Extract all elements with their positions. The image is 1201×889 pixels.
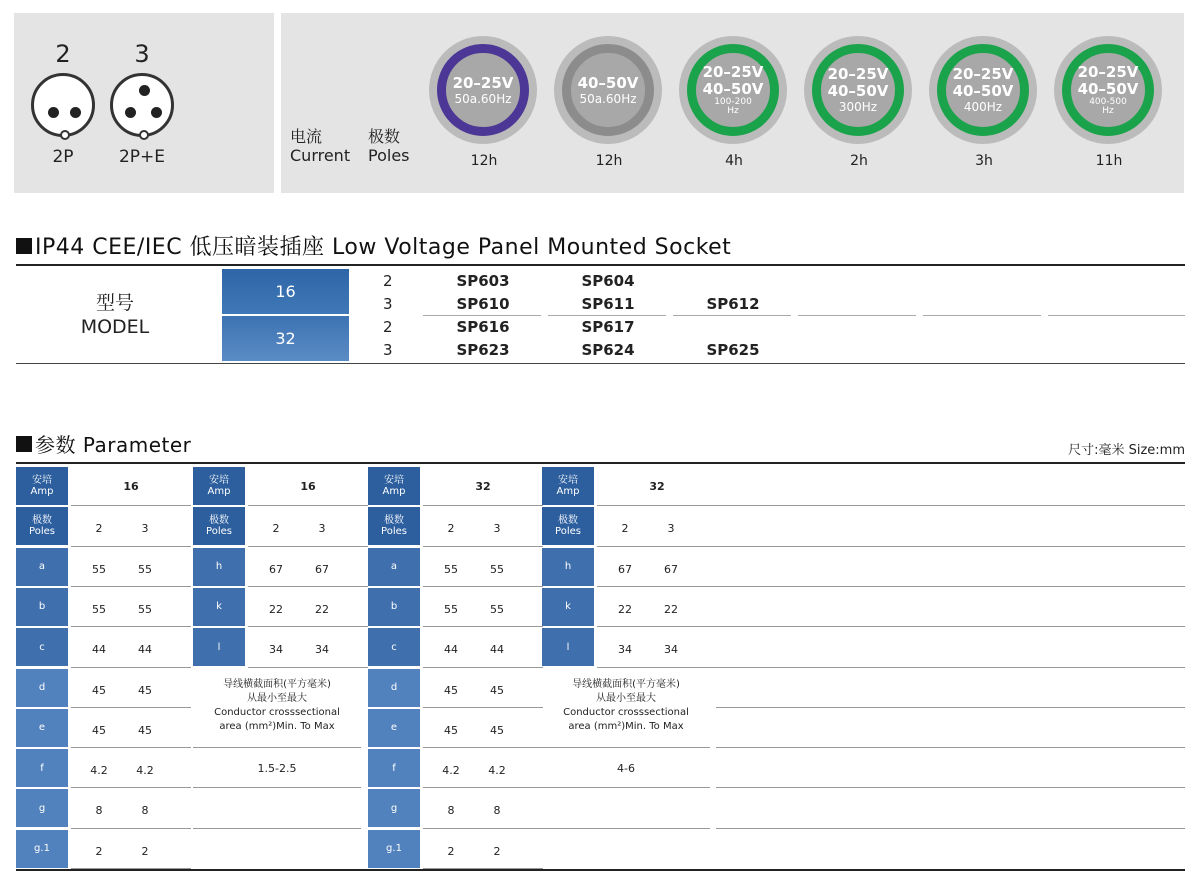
param-value: 55 [490,602,504,616]
ring-voltage: 40–50V [1077,80,1139,98]
param-header-cell: 安培 Amp [193,467,245,505]
ring-face [437,44,529,136]
row-divider [716,546,1185,547]
ring-frequency: 50a.60Hz [579,91,637,106]
param-value: 22 [315,602,329,616]
row-divider [716,505,1185,506]
param-value: 55 [92,562,106,576]
voltage-ring [1054,36,1164,169]
ring-frequency: 100-200 [714,97,752,107]
ring-frequency: 300Hz [838,100,878,114]
row-divider [423,546,543,547]
row-divider [716,828,1185,829]
ring-hours: 4h [725,153,743,169]
voltage-ring-panel [281,13,1184,193]
param-value: 55 [444,602,458,616]
divider [16,869,1185,871]
conductor-note: 导线横截面积(平方毫米) 从最小至最大 Conductor crosssectional area (mm²)Min. To Max [563,678,689,732]
param-key-cell: b [16,588,68,626]
param-key-cell: e [16,709,68,747]
row-divider [798,315,916,316]
section-title-models [16,230,731,261]
row-divider [71,586,191,587]
model-code: SP625 [706,341,760,359]
param-value: 4.2 [136,764,154,778]
ring-frequency: 50a.60Hz [454,91,512,106]
param-value: 44 [490,643,504,657]
poles-value: 3 [141,522,149,536]
param-value: 55 [490,562,504,576]
ring-hours: 12h [470,153,498,169]
poles-value: 2 [95,522,103,536]
ring-voltage: 40–50V [827,82,889,100]
row-divider [193,828,361,829]
param-value: 2 [447,844,455,858]
row-divider [248,505,368,506]
pin-label: 2P [52,147,74,167]
param-value: 44 [444,643,458,657]
model-code: SP617 [581,318,635,336]
param-value: 34 [618,643,632,657]
square-bullet-icon [16,436,32,452]
row-divider [542,747,710,748]
param-value: 34 [269,643,283,657]
model-code: SP616 [456,318,510,336]
param-key-cell: g.1 [16,830,68,868]
ring-hours: 12h [595,153,623,169]
param-value: 45 [92,683,106,697]
param-value: 45 [138,683,152,697]
param-value: 45 [138,723,152,737]
conductor-range: 1.5-2.5 [257,762,297,776]
model-poles: 3 [383,341,393,359]
param-value: 67 [664,562,678,576]
row-divider [716,707,1185,708]
pin-label: 2P+E [118,147,166,167]
ring-face [812,44,904,136]
row-divider [71,505,191,506]
row-divider [71,626,191,627]
voltage-ring [554,36,664,169]
row-divider [923,315,1041,316]
param-key-cell: k [542,588,594,626]
voltage-ring [929,36,1039,169]
amp-value: 32 [475,480,491,493]
row-divider [71,707,191,708]
param-header-cell: 安培 Amp [368,467,420,505]
square-bullet-icon [16,238,32,254]
row-divider [423,828,543,829]
ring-voltage: 20–25V [952,65,1014,83]
row-divider [542,828,710,829]
amp-value: 16 [123,480,139,493]
param-key-cell: d [368,669,420,707]
ring-voltage: 40–50V [952,82,1014,100]
param-key-cell: l [542,628,594,666]
row-divider [716,787,1185,788]
pin-count: 3 [134,40,150,68]
socket-2p-icon [31,73,95,137]
param-key-cell: a [16,548,68,586]
param-value: 4.2 [442,764,460,778]
param-value: 8 [141,804,149,818]
poles-value: 2 [447,522,455,536]
model-label [70,291,160,339]
poles-value: 2 [272,522,280,536]
param-key-cell: c [368,628,420,666]
param-value: 45 [444,683,458,697]
amp-cell-16: 16 [222,269,349,314]
socket-2p-e-icon [110,73,174,137]
param-key-cell: f [368,749,420,787]
row-divider [597,546,717,547]
ring-hours: 3h [975,153,993,169]
param-key-cell: l [193,628,245,666]
param-value: 45 [490,723,504,737]
param-key-cell: g [368,789,420,827]
model-code: SP610 [456,295,510,313]
param-key-cell: g [16,789,68,827]
param-value: 4.2 [488,764,506,778]
row-divider [248,626,368,627]
conductor-range: 4-6 [617,762,635,776]
row-divider [542,787,710,788]
row-divider [71,747,191,748]
ring-hours: 2h [850,153,868,169]
row-divider [71,787,191,788]
row-divider [423,586,543,587]
poles-label-cn: 极数 [368,127,401,146]
param-header-cell: 极数 Poles [542,507,594,545]
row-divider [248,667,368,668]
param-key-cell: d [16,669,68,707]
param-value: 55 [138,602,152,616]
unit-note: 尺寸:毫米 Size:mm [1068,443,1185,458]
param-header-cell: 极数 Poles [16,507,68,545]
ring-frequency: 400-500 [1089,97,1127,107]
param-value: 44 [92,643,106,657]
row-divider [1048,315,1185,316]
param-header-cell: 极数 Poles [368,507,420,545]
param-value: 55 [138,562,152,576]
param-value: 34 [315,643,329,657]
conductor-note: 导线横截面积(平方毫米) 从最小至最大 Conductor crosssectional area (mm²)Min. To Max [214,678,340,732]
divider [16,363,1185,364]
row-divider [597,626,717,627]
param-key-cell: h [193,548,245,586]
param-value: 67 [618,562,632,576]
row-divider [248,586,368,587]
pin-2p [23,39,103,167]
param-key-cell: e [368,709,420,747]
param-key-cell: b [368,588,420,626]
param-value: 8 [447,804,455,818]
row-divider [71,667,191,668]
ring-frequency-unit: Hz [727,106,739,116]
amp-value: 16 [300,480,316,493]
poles-value: 2 [621,522,629,536]
param-value: 45 [444,723,458,737]
row-divider [423,787,543,788]
section-title-params [16,429,191,458]
param-value: 2 [493,844,501,858]
current-label-en: Current [290,146,351,165]
param-value: 55 [92,602,106,616]
section-title-text: 参数 Parameter [35,433,192,457]
ring-voltage: 20–25V [452,73,514,92]
row-divider [673,315,791,316]
ring-face [1062,44,1154,136]
row-divider [597,505,717,506]
model-code: SP612 [706,295,760,313]
ring-frequency-unit: Hz [1102,106,1114,116]
param-key-cell: g.1 [368,830,420,868]
param-key-cell: c [16,628,68,666]
ring-face [562,44,654,136]
param-value: 2 [95,844,103,858]
ring-voltage: 40–50V [577,73,639,92]
row-divider [423,505,543,506]
poles-value: 3 [667,522,675,536]
param-value: 55 [444,562,458,576]
row-divider [597,586,717,587]
param-key-cell: h [542,548,594,586]
row-divider [193,787,361,788]
model-code: SP604 [581,272,635,290]
row-divider [71,546,191,547]
ring-voltage: 40–50V [702,80,764,98]
param-key-cell: k [193,588,245,626]
param-value: 44 [138,643,152,657]
param-value: 22 [664,602,678,616]
poles-value: 3 [493,522,501,536]
ring-frequency: 400Hz [963,100,1003,114]
param-header-cell: 极数 Poles [193,507,245,545]
row-divider [248,546,368,547]
param-value: 67 [269,562,283,576]
section-title-text: IP44 CEE/IEC 低压暗装插座 Low Voltage Panel Mounted Socket [35,235,732,260]
model-label-en: MODEL [80,316,150,338]
param-value: 34 [664,643,678,657]
ring-hours: 11h [1095,153,1123,169]
pin-count: 2 [55,40,71,68]
row-divider [423,707,543,708]
param-value: 4.2 [90,764,108,778]
divider [16,264,1185,266]
amp-value: 32 [649,480,665,493]
param-value: 2 [141,844,149,858]
param-value: 8 [95,804,103,818]
param-key-cell: a [368,548,420,586]
model-label-cn: 型号 [95,292,134,314]
param-value: 22 [269,602,283,616]
ring-face [937,44,1029,136]
ring-face [687,44,779,136]
ring-voltage: 20–25V [1077,63,1139,81]
param-value: 22 [618,602,632,616]
model-poles: 3 [383,295,393,313]
amp-cell-32: 32 [222,316,349,361]
pin-diagram-panel [14,13,274,193]
param-header-cell: 安培 Amp [16,467,68,505]
divider [16,462,1185,464]
row-divider [193,747,361,748]
param-key-cell: f [16,749,68,787]
param-header-cell: 安培 Amp [542,467,594,505]
row-divider [716,667,1185,668]
row-divider [597,667,717,668]
row-divider [423,667,543,668]
row-divider [716,586,1185,587]
poles-label-en: Poles [368,146,410,165]
row-divider [423,747,543,748]
model-code: SP603 [456,272,510,290]
pin-2p-e [102,39,182,167]
voltage-ring [429,36,539,169]
model-code: SP623 [456,341,510,359]
ring-voltage: 20–25V [827,65,889,83]
model-code: SP624 [581,341,635,359]
param-value: 8 [493,804,501,818]
current-label-cn: 电流 [290,127,323,146]
row-divider [423,626,543,627]
param-value: 67 [315,562,329,576]
ring-voltage: 20–25V [702,63,764,81]
model-poles: 2 [383,318,393,336]
poles-value: 3 [318,522,326,536]
row-divider [716,747,1185,748]
model-poles: 2 [383,272,393,290]
row-divider [71,828,191,829]
param-value: 45 [490,683,504,697]
param-value: 45 [92,723,106,737]
row-divider [716,626,1185,627]
model-code: SP611 [581,295,635,313]
voltage-ring [679,36,789,169]
voltage-ring [804,36,914,169]
